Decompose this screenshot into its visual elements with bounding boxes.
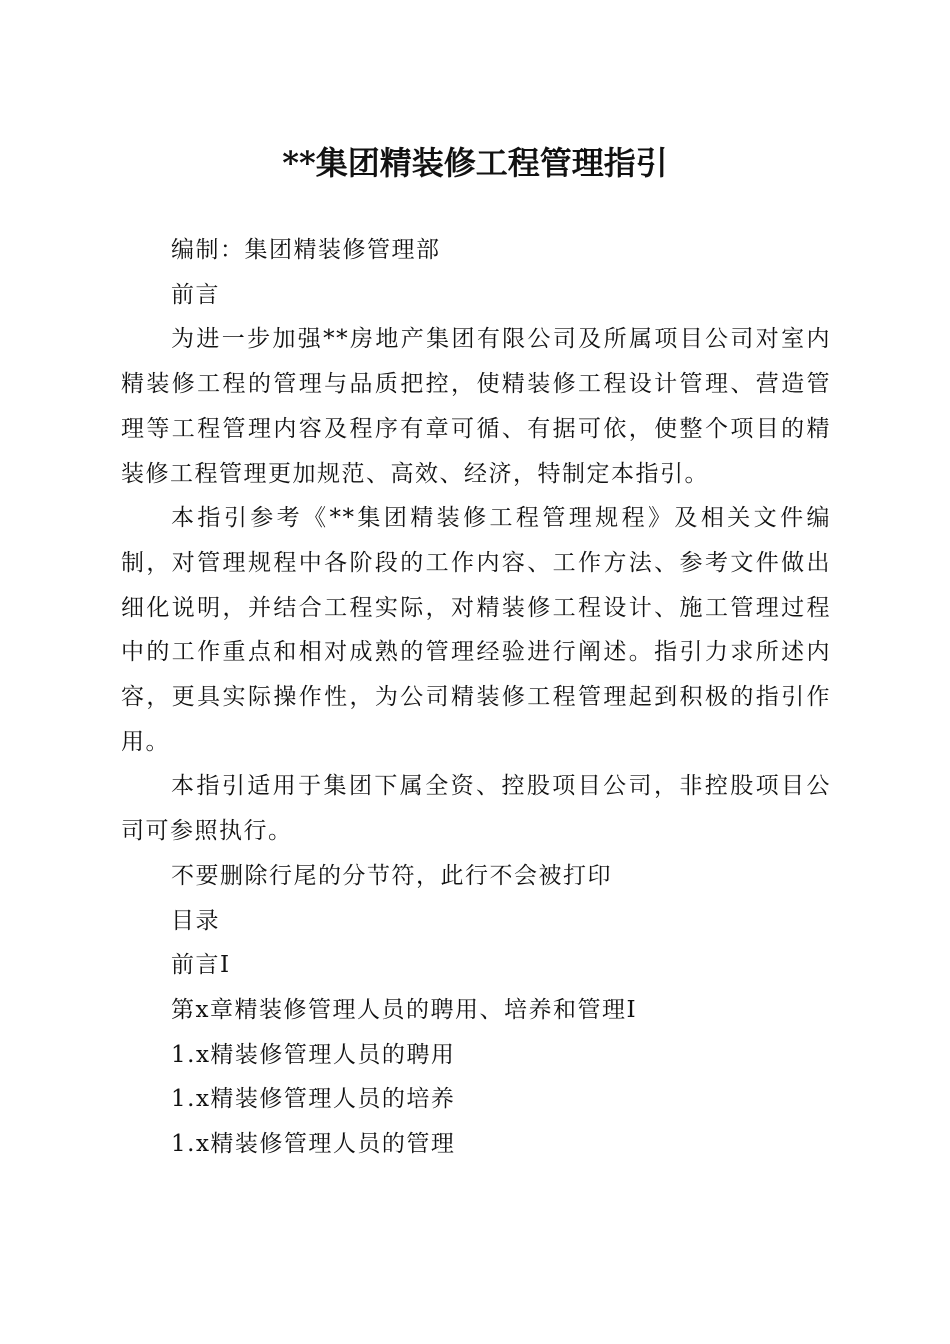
document-title: **集团精装修工程管理指引 bbox=[282, 144, 668, 182]
author-line: 编制：集团精装修管理部 bbox=[171, 237, 441, 263]
section-break-note: 不要删除行尾的分节符，此行不会被打印 bbox=[171, 862, 612, 889]
paragraph: 本指引参考《**集团精装修工程管理规程》及相关文件编制，对管理规程中各阶段的工作内容、工作方法、参考文件做出细化说明，并结合工程实际，对精装修工程设计、施工管理过程中的工作重点和相对成熟的管理经验进行阐述。指引力求所述内容，更具实际操作性，为公司精装修工程管理起到积极的指引作用。 bbox=[121, 505, 831, 755]
toc-entry[interactable]: 1.x精装修管理人员的管理 bbox=[171, 1131, 456, 1158]
toc-entry[interactable]: 1.x精装修管理人员的培养 bbox=[171, 1086, 456, 1113]
toc-heading: 目录 bbox=[171, 907, 220, 934]
document-body bbox=[121, 228, 831, 1167]
paragraph: 为进一步加强**房地产集团有限公司及所属项目公司对室内精装修工程的管理与品质把控，使精装修工程设计管理、营造管理等工程管理内容及程序有章可循、有据可依，使整个项目的精装修工程管理更加规范、高效、经济，特制定本指引。 bbox=[121, 326, 831, 487]
toc-entry[interactable]: 第x章精装修管理人员的聘用、培养和管理Ⅰ bbox=[171, 996, 638, 1023]
paragraph: 本指引适用于集团下属全资、控股项目公司，非控股项目公司可参照执行。 bbox=[121, 773, 831, 845]
toc-entry[interactable]: 前言Ⅰ bbox=[171, 952, 231, 979]
preface-heading: 前言 bbox=[171, 281, 220, 308]
toc-entry[interactable]: 1.x精装修管理人员的聘用 bbox=[171, 1041, 456, 1068]
